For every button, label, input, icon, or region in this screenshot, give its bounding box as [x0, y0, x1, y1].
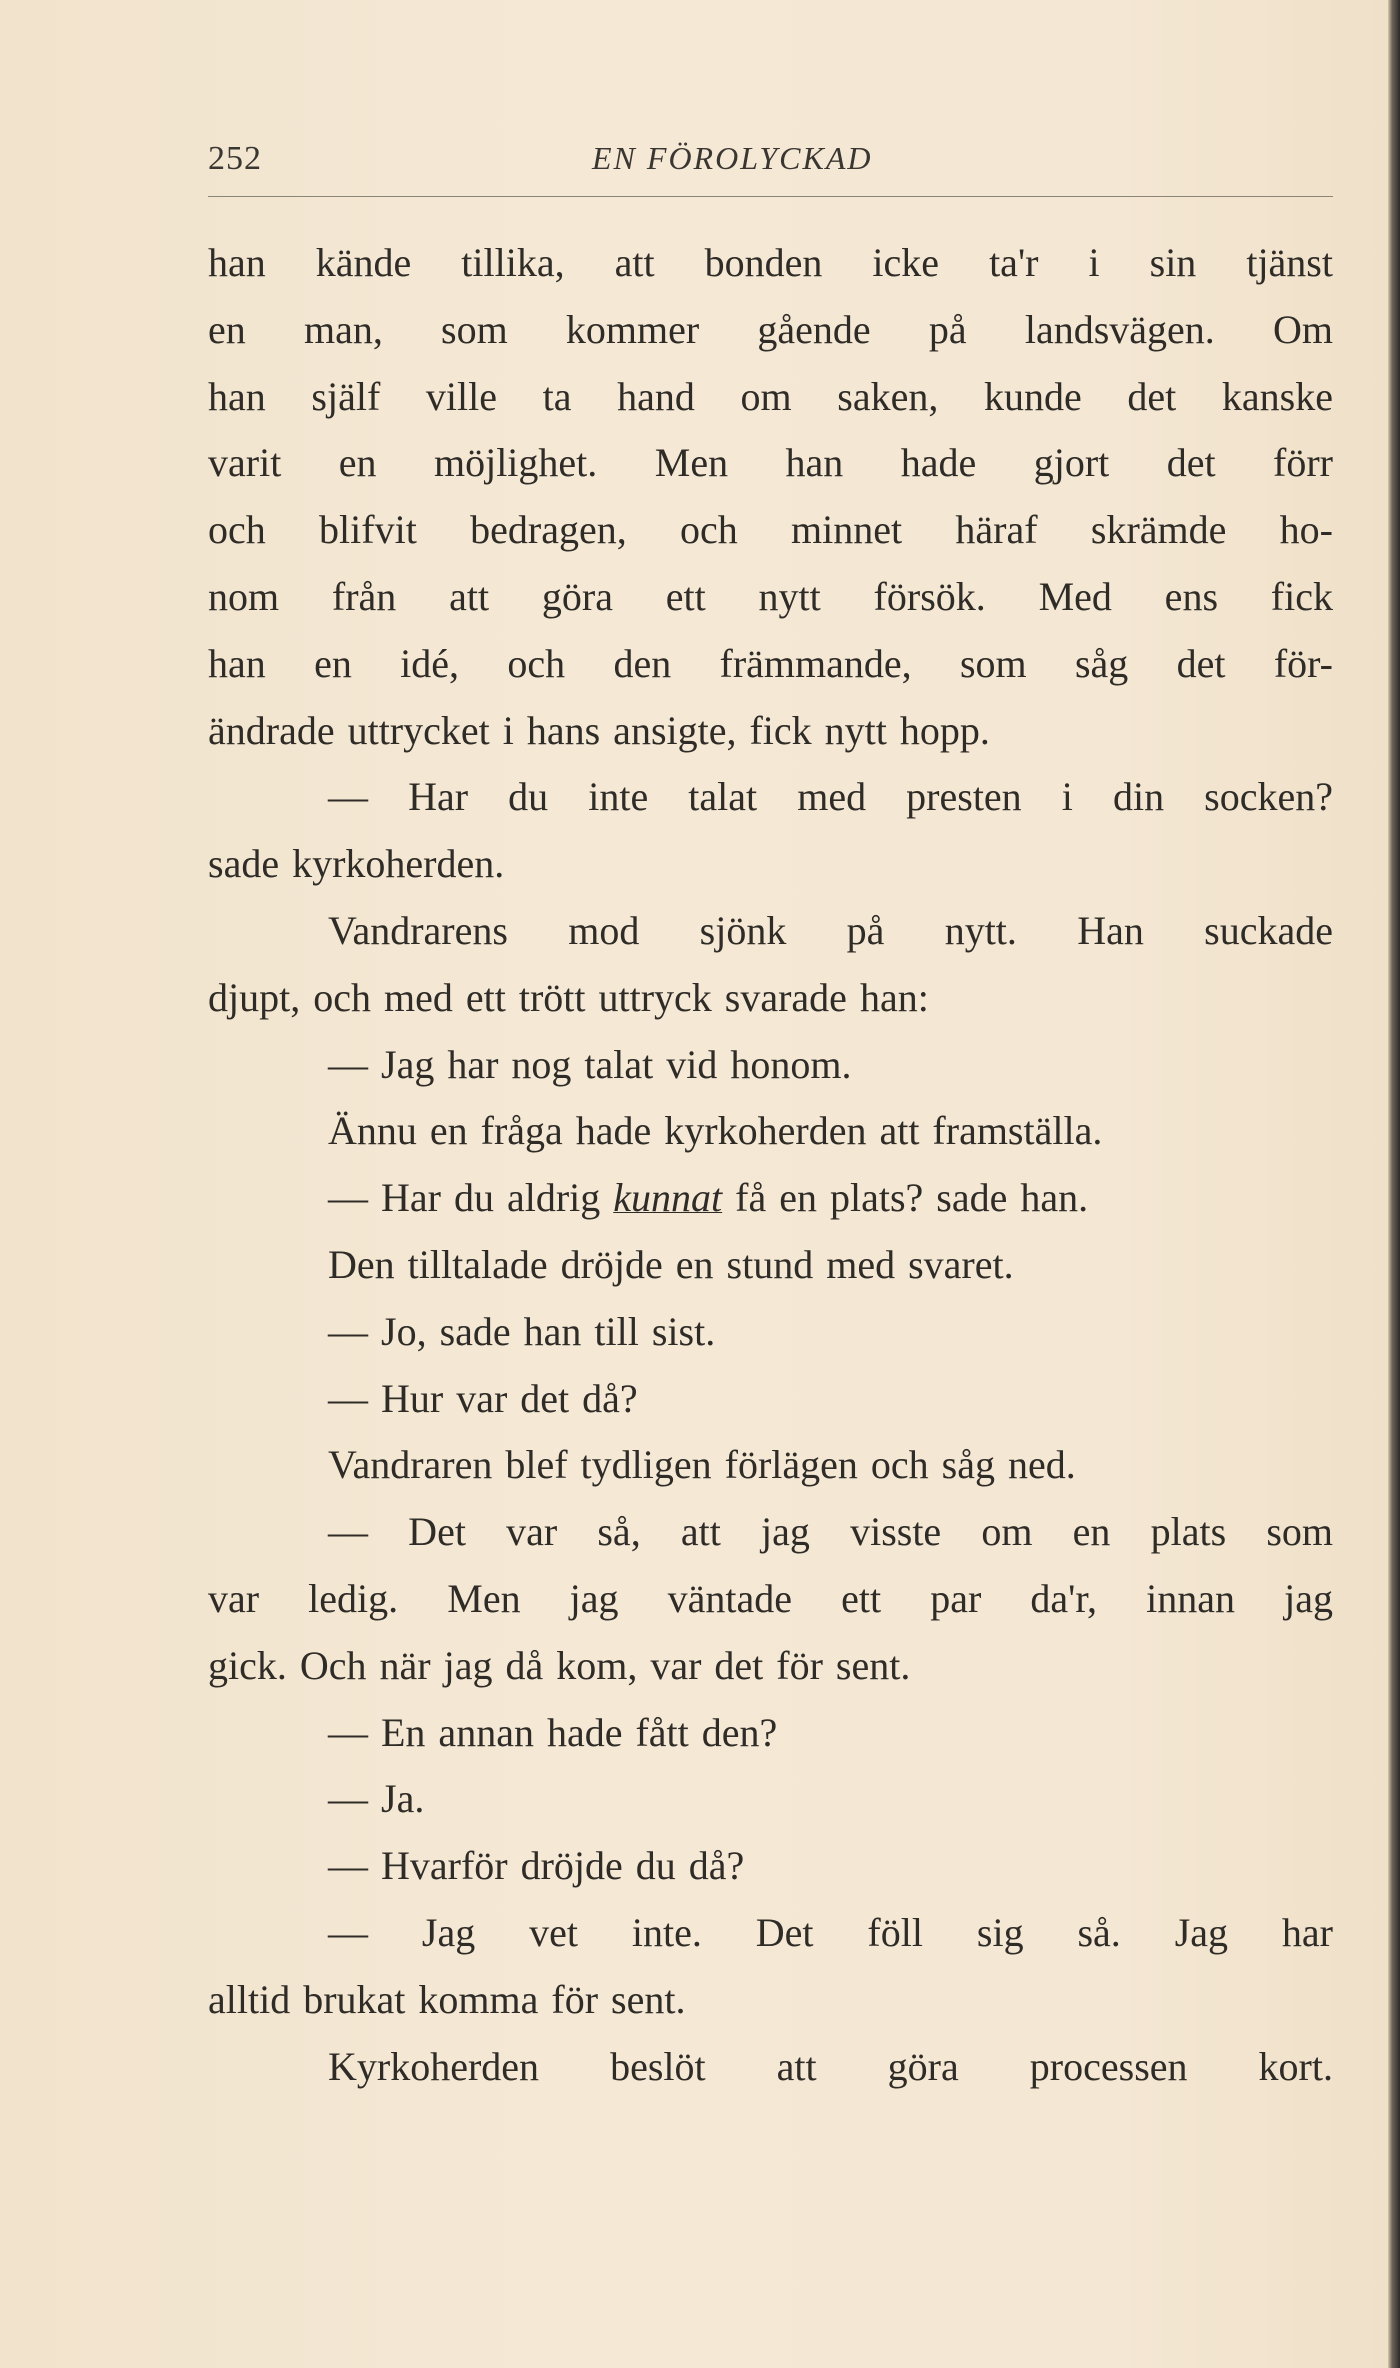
emphasized-word: kunnat [613, 1175, 723, 1221]
text-line: sade kyrkoherden. [208, 841, 505, 887]
text-line: — Jag har nog talat vid honom. [328, 1041, 852, 1087]
text-line: och blifvit bedragen, och minnet häraf skrämde ho- [208, 507, 1333, 553]
page-edge-shadow [1388, 0, 1400, 2368]
text-line: en man, som kommer gående på landsvägen. Om [208, 306, 1333, 352]
text-line: — Har du inte talat med presten i din socken? [328, 774, 1333, 820]
text-line: han en idé, och den främmande, som såg det för- [208, 640, 1333, 686]
text-line: alltid brukat komma för sent. [208, 1976, 686, 2022]
text-line: — Har du aldrig kunnat få en plats? sade han. [328, 1175, 1089, 1221]
text-line: Vandraren blef tydligen förlägen och såg ned. [328, 1442, 1076, 1488]
text-line: Ännu en fråga hade kyrkoherden att framställa. [328, 1108, 1103, 1154]
body-text [208, 230, 1333, 2100]
header-rule [208, 196, 1333, 197]
text-line: — Det var så, att jag visste om en plats som [328, 1509, 1333, 1555]
text-line: ändrade uttrycket i hans ansigte, fick nytt hopp. [208, 707, 990, 753]
page-header [208, 132, 1333, 192]
text-line: — Ja. [328, 1776, 425, 1822]
text-line: han själf ville ta hand om saken, kunde det kanske [208, 373, 1333, 419]
text-line: Den tilltalade dröjde en stund med svaret. [328, 1241, 1014, 1287]
running-title: EN FÖROLYCKAD [592, 140, 873, 176]
text-line: — Hur var det då? [328, 1375, 638, 1421]
text-line: han kände tillika, att bonden icke ta'r i sin tjänst [208, 240, 1333, 285]
text-line: nom från att göra ett nytt försök. Med ens fick [208, 573, 1333, 619]
text-line: — Jo, sade han till sist. [328, 1308, 716, 1354]
text-line: — En annan hade fått den? [328, 1709, 778, 1755]
text-line: varit en möjlighet. Men han hade gjort det förr [208, 440, 1333, 486]
text-line: djupt, och med ett trött uttryck svarade han: [208, 974, 929, 1020]
page-number: 252 [208, 140, 262, 177]
text-line: — Hvarför dröjde du då? [328, 1843, 745, 1889]
text-line: — Jag vet inte. Det föll sig så. Jag har [328, 1909, 1333, 1955]
text-line: Vandrarens mod sjönk på nytt. Han suckade [328, 907, 1333, 953]
text-line: gick. Och när jag då kom, var det för sent. [208, 1642, 911, 1688]
text-line: Kyrkoherden beslöt att göra processen kort. [328, 2043, 1333, 2089]
text-line: var ledig. Men jag väntade ett par da'r, innan jag [208, 1575, 1333, 1621]
